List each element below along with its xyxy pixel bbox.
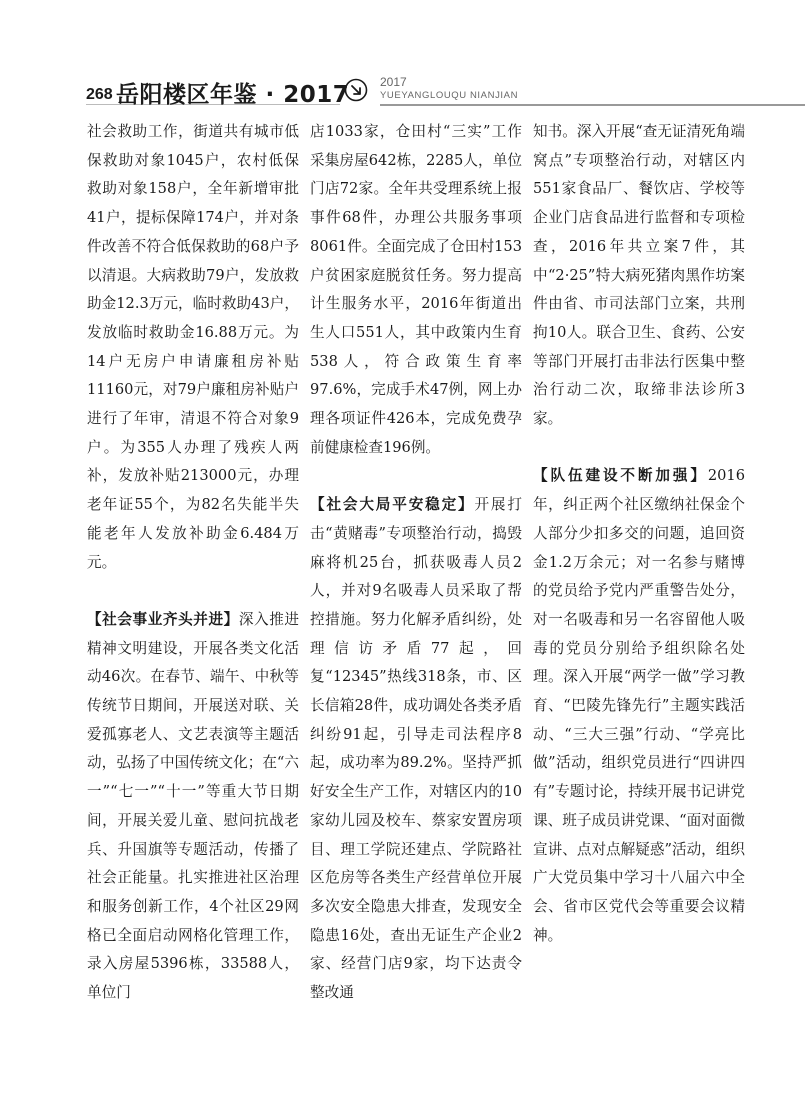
column-3 — [533, 118, 745, 950]
col3-paragraph-1: 知书。深入开展“查无证清死角端窝点”专项整治行动，对辖区内551家食品厂、餐饮店、学校等企业门店食品进行监督和专项检查，2016年共立案7件，其中“2·25”特大病死猪肉黑作坊案件由省、市司法部门立案，共刑拘10人。联合卫生、食药、公安等部门开展打击非法行医集中整治行动二次，取缔非法诊所3家。 — [533, 123, 745, 428]
col3-paragraph-2 — [533, 462, 745, 950]
column-2 — [310, 118, 522, 1008]
page-header — [0, 68, 805, 108]
col1-paragraph-2 — [87, 606, 299, 1008]
section-heading-public-safety: 【社会大局平安稳定】 — [310, 496, 475, 514]
col3-paragraph-2-text: 2016年，纠正两个社区缴纳社保金个人部分少扣多交的问题，追回资金1.2万余元；对一名参与赌博的党员给予党内严重警告处分，对一名吸毒和另一名容留他人吸毒的党员分别给予组织除名处理。深入开展“两学一做”学习教育、“巴陵先锋先行”主题实践活动、“三大三强”行动、“学亮比做”活动，组织党员进行“四讲四有”专题讨论，持续开展书记讲党课、班子成员讲党课、“面对面微宣讲、点对点解疑惑”活动，组织广大党员集中学习十八届六中全会、省市区党代会等重要会议精神。 — [533, 467, 745, 944]
col2-paragraph-2-text: 开展打击“黄赌毒”专项整治行动，捣毁麻将机25台，抓获吸毒人员2人，并对9名吸毒人员采取了帮控措施。努力化解矛盾纠纷，处理信访矛盾77起，回复“12345”热线318条，市、区长信箱28件，成功调处各类矛盾纠纷91起，引导走司法程序8起，成功率为89.2%。坚持严抓好安全生产工作，对辖区内的10家幼儿园及校车、蔡家安置房项目、理工学院还建点、学院路社区危房等各类生产经营单位开展多次安全隐患大排查，发现安全隐患16处，查出无证生产企业2家、经营门店9家，均下达责令整改通 — [310, 496, 522, 1002]
section-heading-social-undertakings: 【社会事业齐头并进】 — [87, 610, 239, 628]
section-heading-team-building: 【队伍建设不断加强】 — [533, 467, 708, 485]
arrow-down-right-circle-icon — [344, 78, 368, 102]
col2-paragraph-1: 店1033家，仓田村“三实”工作采集房屋642栋，2285人，单位门店72家。全年共受理系统上报事件68件，办理公共服务事项8061件。全面完成了仓田村153户贫困家庭脱贫任务。努力提高计生服务水平，2016年街道出生人口551人，其中政策内生育538人，符合政策生育率97.6%，完成手术47例，网上办理各项证件426本，完成免费孕前健康检查196例。 — [310, 123, 522, 456]
col1-paragraph-2-text: 深入推进精神文明建设，开展各类文化活动46次。在春节、端午、中秋等传统节日期间，开展送对联、关爱孤寡老人、文艺表演等主题活动，弘扬了中国传统文化；在“六一”“七一”“十一”等重大节日期间，开展关爱儿童、慰问抗战老兵、升国旗等专题活动，传播了社会正能量。扎实推进社区治理和服务创新工作，4个社区29网格已全面启动网格化管理工作，录入房屋5396栋，33588人，单位门 — [87, 610, 299, 1002]
page-number: 268 — [86, 86, 113, 103]
col2-paragraph-2 — [310, 491, 522, 1008]
book-title: 岳阳楼区年鉴 · 2017 — [116, 82, 350, 108]
header-pinyin: YUEYANGLOUQU NIANJIAN — [380, 90, 519, 101]
col1-paragraph-1: 社会救助工作，街道共有城市低保救助对象1045户，农村低保救助对象158户，全年新增审批41户，提标保障174户，并对条件改善不符合低保救助的68户予以清退。大病救助79户，发放救助金12.3万元，临时救助43户，发放临时救助金16.88万元。为14户无房户申请廉租房补贴11160元，对79户廉租房补贴户进行了年审，清退不符合对象9户。为355人办理了残疾人两补，发放补贴213000元，办理老年证55个，为82名失能半失能老年人发放补助金6.484万元。 — [87, 123, 299, 571]
header-year: 2017 — [380, 75, 407, 89]
header-rule — [380, 104, 805, 106]
column-1 — [87, 118, 299, 1008]
